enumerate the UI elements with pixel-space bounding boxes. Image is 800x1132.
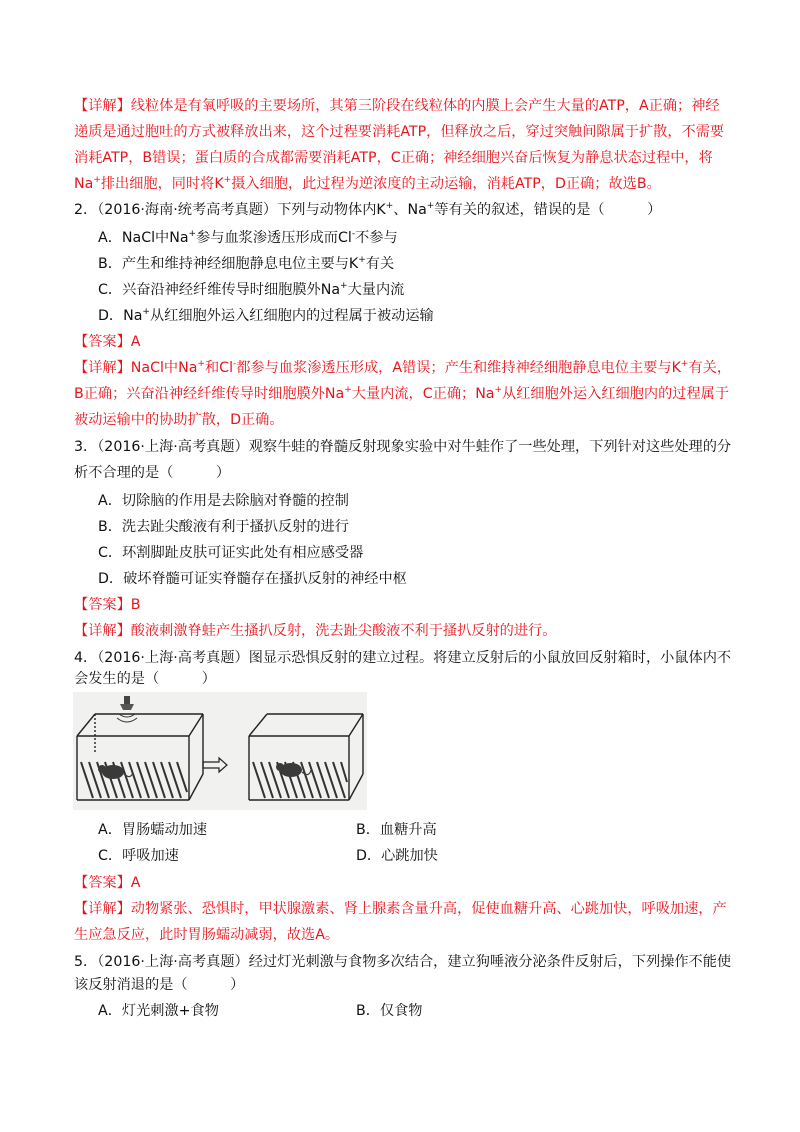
q1-explain-line-2: 递质是通过胞吐的方式被释放出来，这个过程要消耗ATP，但释放之后，穿过突触间隙属于扩散，不需要 — [74, 124, 725, 140]
reflex-box-illustration — [73, 692, 367, 810]
q3-option-d: D．破坏脊髓可证实脊髓存在搔扒反射的神经中枢 — [98, 571, 407, 587]
q3-option-b: B．洗去趾尖酸液有利于搔扒反射的进行 — [98, 519, 349, 535]
q3-explain-line-1: 【详解】酸液刺激脊蛙产生搔扒反射，洗去趾尖酸液不利于搔扒反射的进行。 — [74, 623, 557, 639]
q2-option-a: A．NaCl中Na+参与血浆渗透压形成而Cl-不参与 — [98, 229, 398, 246]
q2-stem: 2．（2016·海南·统考高考真题）下列与动物体内K+、Na+等有关的叙述，错误的是（ ） — [74, 201, 662, 218]
q3-option-a: A．切除脑的作用是去除脑对脊髓的控制 — [98, 493, 349, 509]
q2-explain-line-2: B正确；兴奋沿神经纤维传导时细胞膜外Na+大量内流，C正确；Na+从红细胞外运入红细胞内的过程属于 — [74, 385, 730, 402]
right-reflex-box — [249, 714, 363, 800]
q2-answer: 【答案】A — [74, 334, 141, 350]
q1-explain-line-1: 【详解】线粒体是有氧呼吸的主要场所，其第三阶段在线粒体的内膜上会产生大量的ATP，A正确；神经 — [74, 98, 720, 114]
lamp-icon — [117, 696, 137, 722]
q4-option-c: C．呼吸加速 — [98, 848, 179, 864]
q5-option-b: B．仅食物 — [356, 1003, 423, 1019]
arrow-right-icon — [203, 758, 227, 772]
q2-option-c: C．兴奋沿神经纤维传导时细胞膜外Na+大量内流 — [98, 281, 405, 298]
q2-explain-line-3: 被动运输中的协助扩散，D正确。 — [74, 412, 284, 428]
q4-stem-line-1: 4．（2016·上海·高考真题）图显示恐惧反射的建立过程。将建立反射后的小鼠放回反射箱时，小鼠体内不 — [74, 650, 732, 666]
left-grid-bars — [81, 762, 187, 798]
q3-option-c: C．环割脚趾皮肤可证实此处有相应感受器 — [98, 545, 364, 561]
q4-explain-line-1: 【详解】动物紧张、恐惧时，甲状腺激素、肾上腺素含量升高，促使血糖升高、心跳加快，呼吸加速，产 — [74, 901, 727, 917]
q5-stem-line-1: 5．（2016·上海·高考真题）经过灯光刺激与食物多次结合，建立狗唾液分泌条件反射后，下列操作不能使 — [74, 954, 732, 970]
q4-option-b: B．血糖升高 — [356, 822, 437, 838]
q3-answer: 【答案】B — [74, 597, 141, 613]
q4-explain-line-2: 生应急反应，此时胃肠蠕动减弱，故选A。 — [74, 927, 340, 943]
q4-option-a: A．胃肠蠕动加速 — [98, 822, 208, 838]
q4-stem-line-2: 会发生的是（ ） — [74, 671, 216, 687]
fear-reflex-figure — [73, 692, 367, 810]
q3-stem-line-2: 析不合理的是（ ） — [74, 465, 231, 481]
q4-option-d: D．心跳加快 — [356, 848, 438, 864]
q1-explain-line-3: 消耗ATP，B错误；蛋白质的合成都需要消耗ATP，C正确；神经细胞兴奋后恢复为静息状态过程中，将 — [74, 150, 713, 166]
mouse-icon — [98, 765, 133, 779]
q5-option-a: A．灯光刺激+食物 — [98, 1003, 219, 1019]
q3-stem-line-1: 3．（2016·上海·高考真题）观察牛蛙的脊髓反射现象实验中对牛蛙作了一些处理，下列针对这些处理的分 — [74, 439, 732, 455]
q2-option-d: D．Na+从红细胞外运入红细胞内的过程属于被动运输 — [98, 307, 434, 324]
q4-answer: 【答案】A — [74, 875, 141, 891]
q5-stem-line-2: 该反射消退的是（ ） — [74, 977, 245, 993]
q2-explain-line-1: 【详解】NaCl中Na+和Cl-都参与血浆渗透压形成，A错误；产生和维持神经细胞静息电位主要与K+有关， — [74, 359, 732, 376]
q2-option-b: B．产生和维持神经细胞静息电位主要与K+有关 — [98, 255, 395, 272]
left-reflex-box — [77, 714, 203, 800]
q1-explain-line-4: Na+排出细胞，同时将K+摄入细胞，此过程为逆浓度的主动运输，消耗ATP，D正确；故选B。 — [74, 175, 661, 192]
explain-tag: 【详解】 — [74, 98, 131, 114]
